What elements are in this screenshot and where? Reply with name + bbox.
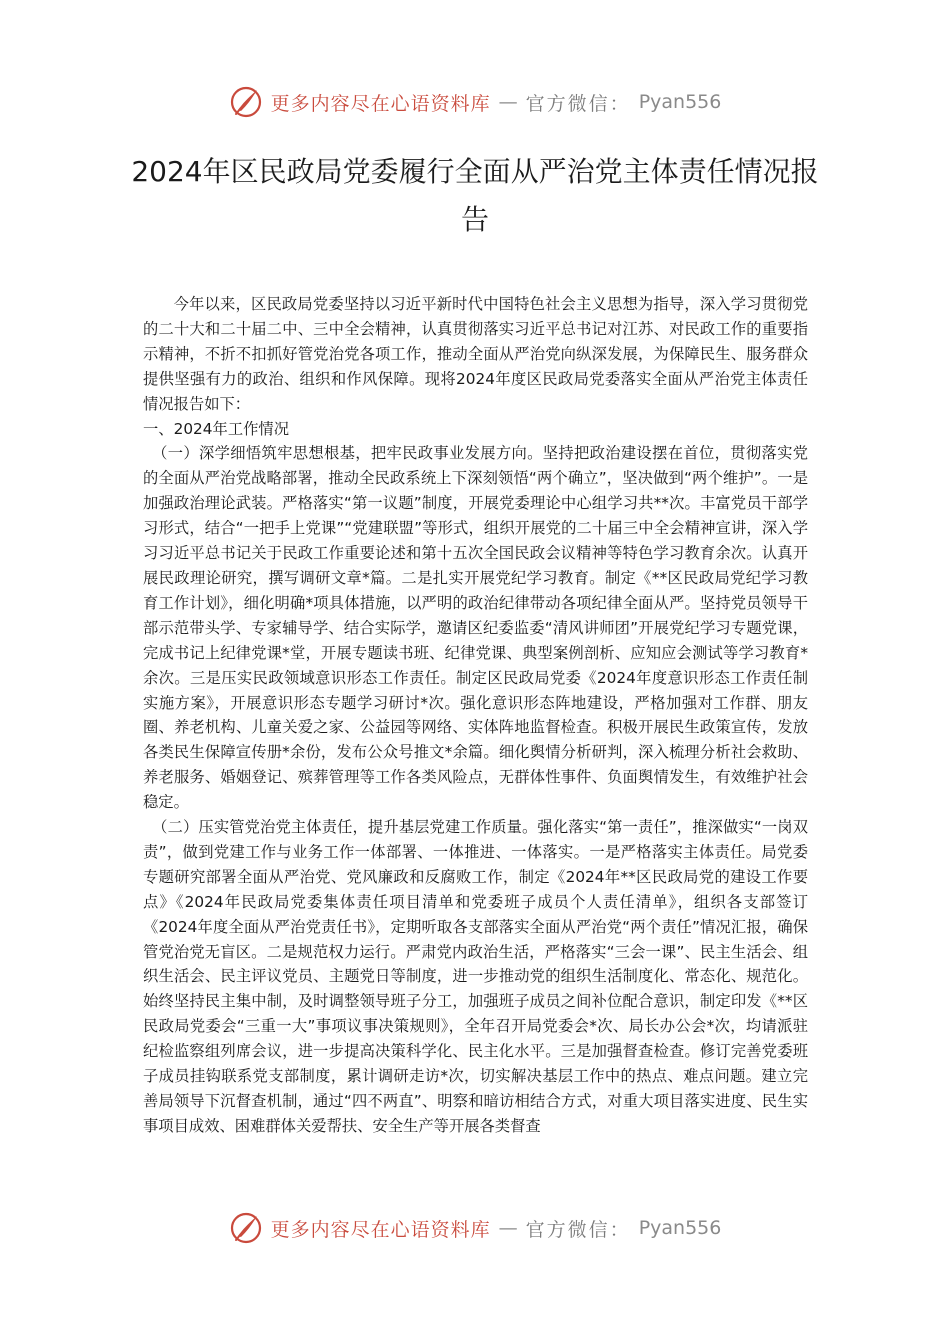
intro-paragraph: 今年以来，区民政局党委坚持以习近平新时代中国特色社会主义思想为指导，深入学习贯彻党的二十大和二十届二中、三中全会精神，认真贯彻落实习近平总书记对江苏、对民政工作的重要指示精神，不折不扣抓好管党治党各项工作，推动全面从严治党向纵深发展，为保障民生、服务群众提供坚强有力的政治、组织和作风保障。现将2024年度区民政局党委落实全面从严治党主体责任情况报告如下： [143, 295, 808, 413]
watermark-wechat-label: 官方微信： [525, 1218, 631, 1241]
watermark-wechat-id: Pyan556 [638, 91, 722, 113]
paragraph-1: （一）深学细悟筑牢思想根基，把牢民政事业发展方向。坚持把政治建设摆在首位，贯彻落实党的全面从严治党战略部署，推动全民政系统上下深刻领悟“两个确立”，坚决做到“两个维护”。一是加强政治理论武装。严格落实“第一议题”制度，开展党委理论中心组学习共**次。丰富党员干部学习形式，结合“一把手上党课”“党建联盟”等形式，组织开展党的二十届三中全会精神宣讲，深入学习习近平总书记关于民政工作重要论述和第十五次全国民政会议精神等特色学习教育余次。认真开展民政理论研究，撰写调研文章*篇。二是扎实开展党纪学习教育。制定《**区民政局党纪学习教育工作计划》，细化明确*项具体措施，以严明的政治纪律带动各项纪律全面从严。坚持党员领导干部示范带头学、专家辅导学、结合实际学，邀请区纪委监委“清风讲师团”开展党纪学习专题党课，完成书记上纪律党课*堂，开展专题读书班、纪律党课、典型案例剖析、应知应会测试等学习教育*余次。三是压实民政领域意识形态工作责任。制定区民政局党委《2024年度意识形态工作责任制实施方案》，开展意识形态专题学习研讨*次。强化意识形态阵地建设，严格加强对工作群、朋友圈、养老机构、儿童关爱之家、公益园等网络、实体阵地监督检查。积极开展民生政策宣传，发放各类民生保障宣传册*余份，发布公众号推文*余篇。细化舆情分析研判，深入梳理分析社会救助、养老服务、婚姻登记、殡葬管理等工作各类风险点，无群体性事件、负面舆情发生，有效维护社会稳定。 [143, 444, 808, 812]
quill-seal-icon [229, 85, 263, 119]
watermark-separator: — [498, 91, 518, 113]
paragraph-2: （二）压实管党治党主体责任，提升基层党建工作质量。强化落实“第一责任”，推深做实“一岗双责”，做到党建工作与业务工作一体部署、一体推进、一体落实。一是严格落实主体责任。局党委专题研究部署全面从严治党、党风廉政和反腐败工作，制定《2024年**区民政局党的建设工作要点》《2024年民政局党委集体责任项目清单和党委班子成员个人责任清单》，组织各支部签订《2024年度全面从严治党责任书》，定期听取各支部落实全面从严治党“两个责任”情况汇报，确保管党治党无盲区。二是规范权力运行。严肃党内政治生活，严格落实“三会一课”、民主生活会、组织生活会、民主评议党员、主题党日等制度，进一步推动党的组织生活制度化、常态化、规范化。始终坚持民主集中制，及时调整领导班子分工，加强班子成员之间补位配合意识，制定印发《**区民政局党委会“三重一大”事项议事决策规则》，全年召开局党委会*次、局长办公会*次，均请派驻纪检监察组列席会议，进一步提高决策科学化、民主化水平。三是加强督查检查。修订完善党委班子成员挂钩联系党支部制度，累计调研走访*次，切实解决基层工作中的热点、难点问题。建立完善局领导下沉督查机制，通过“四不两直”、明察和暗访相结合方式，对重大项目落实进度、民生实事项目成效、困难群体关爱帮扶、安全生产等开展各类督查 [143, 818, 808, 1135]
watermark-separator: — [498, 1217, 518, 1239]
watermark-footer [0, 1208, 950, 1248]
watermark-header [0, 82, 950, 122]
section-heading: 一、2024年工作情况 [143, 419, 290, 438]
watermark-site-text: 更多内容尽在心语资料库 [270, 92, 491, 115]
document-title: 2024年区民政局党委履行全面从严治党主体责任情况报告 [131, 155, 819, 236]
watermark-wechat-label: 官方微信： [525, 92, 631, 115]
quill-seal-icon [229, 1211, 263, 1245]
watermark-wechat-id: Pyan556 [638, 1217, 722, 1239]
watermark-site-text: 更多内容尽在心语资料库 [270, 1218, 491, 1241]
document-body [143, 292, 808, 1139]
